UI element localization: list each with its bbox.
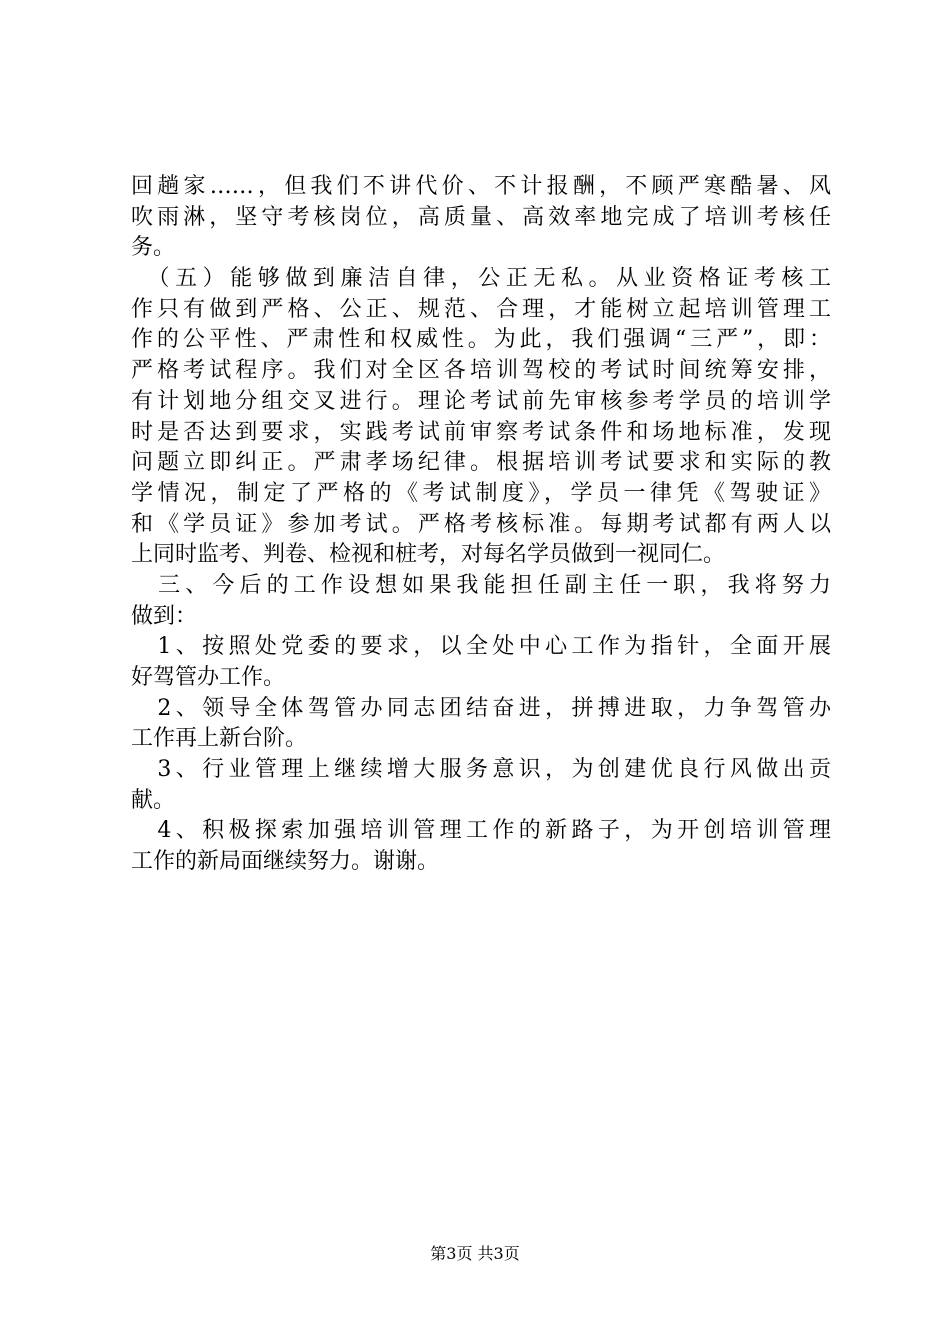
text-line: 工作再上新台阶。: [131, 726, 308, 752]
text-line: 三、今后的工作设想如果我能担任副主任一职，我将努力: [131, 572, 831, 598]
paragraph: [131, 755, 831, 816]
text-line: 3、行业管理上继续增大服务意识，为创建优良行风做出贡: [131, 757, 831, 783]
text-line: 作的公平性、严肃性和权威性。为此，我们强调“三严”，即：: [131, 327, 831, 353]
text-line: 工作的新局面继续努力。谢谢。: [131, 849, 440, 875]
text-line: 4、积极探索加强培训管理工作的新路子，为开创培训管理: [131, 818, 831, 844]
paragraph: [131, 264, 831, 571]
text-line: 问题立即纠正。严肃孝场纪律。根据培训考试要求和实际的教: [131, 450, 831, 476]
text-line: 回趟家……，但我们不讲代价、不计报酬，不顾严寒酷暑、风: [131, 174, 831, 199]
text-line: 时是否达到要求，实践考试前审察考试条件和场地标准，发现: [131, 419, 831, 445]
paragraph: [131, 172, 831, 264]
text-line: （五）能够做到廉洁自律，公正无私。从业资格证考核工: [131, 266, 831, 292]
paragraph: [131, 632, 831, 693]
text-line: 做到：: [131, 603, 198, 629]
text-line: 务。: [131, 235, 176, 261]
page-number-footer: 第3页 共3页: [430, 1244, 520, 1263]
text-line: 作只有做到严格、公正、规范、合理，才能树立起培训管理工: [131, 296, 831, 322]
text-line: 和《学员证》参加考试。严格考核标准。每期考试都有两人以: [131, 511, 831, 537]
text-line: 2、领导全体驾管办同志团结奋进，拼搏进取，力争驾管办: [131, 695, 831, 721]
text-line: 学情况，制定了严格的《考试制度》，学员一律凭《驾驶证》: [131, 480, 831, 506]
text-line: 好驾管办工作。: [131, 665, 286, 690]
paragraph: [131, 694, 831, 755]
document-body: [131, 172, 831, 878]
paragraph: [131, 816, 831, 877]
text-line: 献。: [131, 787, 176, 813]
text-line: 吹雨淋，坚守考核岗位，高质量、高效率地完成了培训考核任: [131, 204, 831, 230]
text-line: 上同时监考、判卷、检视和桩考，对每名学员做到一视同仁。: [131, 542, 726, 568]
text-line: 有计划地分组交叉进行。理论考试前先审核参考学员的培训学: [131, 388, 831, 414]
paragraph: [131, 571, 831, 632]
text-line: 严格考试程序。我们对全区各培训驾校的考试时间统筹安排，: [131, 358, 831, 384]
text-line: 1、按照处党委的要求，以全处中心工作为指针，全面开展: [131, 634, 831, 660]
